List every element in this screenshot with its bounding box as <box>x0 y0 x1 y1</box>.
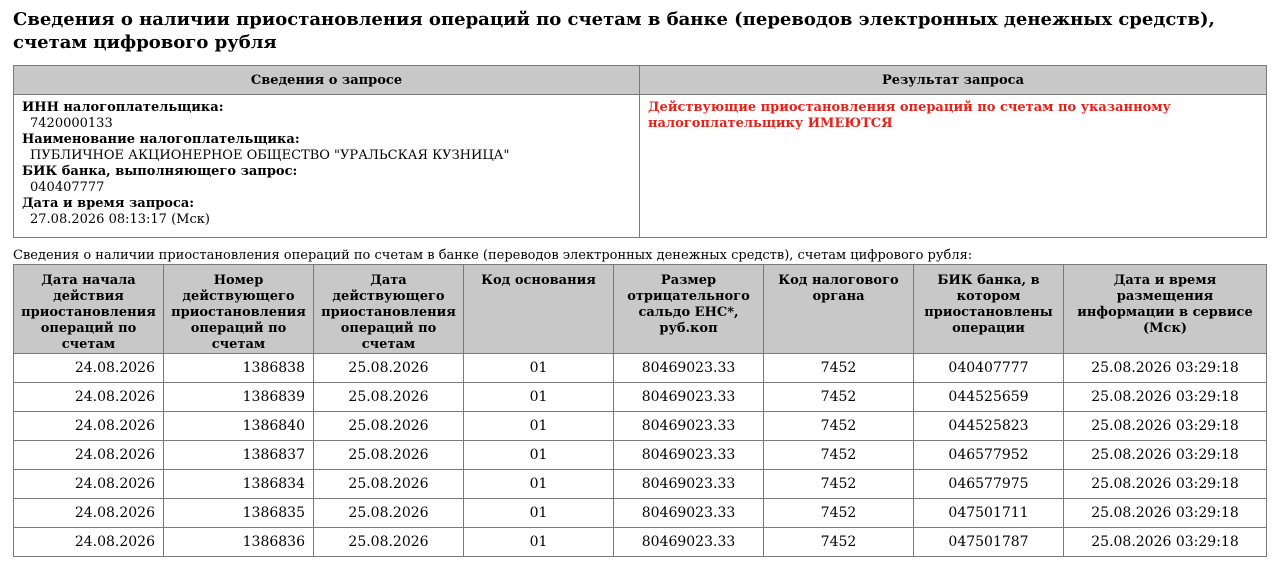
request-info-cell <box>14 95 640 238</box>
cell-basis-code: 01 <box>464 412 614 441</box>
cell-basis-code: 01 <box>464 354 614 383</box>
request-result-header: Результат запроса <box>640 66 1267 95</box>
page-title: Сведения о наличии приостановления операций по счетам в банке (переводов электронных денежных средств), счетам цифрового рубля <box>13 9 1215 53</box>
cell-bank-bik: 044525659 <box>914 383 1064 412</box>
inn-label: ИНН налогоплательщика: <box>22 100 224 115</box>
cell-suspension-date: 25.08.2026 <box>314 441 464 470</box>
cell-negative-balance: 80469023.33 <box>614 499 764 528</box>
cell-tax-office-code: 7452 <box>764 354 914 383</box>
bik-label: БИК банка, выполняющего запрос: <box>22 164 298 179</box>
request-result-cell <box>640 95 1267 238</box>
col-header-posted-datetime: Дата и время размещения информации в сервисе (Мск) <box>1064 265 1267 354</box>
col-header-basis-code: Код основания <box>464 265 614 354</box>
col-header-bank-bik: БИК банка, в котором приостановлены операции <box>914 265 1064 354</box>
cell-tax-office-code: 7452 <box>764 528 914 557</box>
table-header-row <box>14 265 1267 354</box>
request-table <box>13 65 1267 238</box>
cell-suspension-date: 25.08.2026 <box>314 470 464 499</box>
cell-bank-bik: 047501787 <box>914 528 1064 557</box>
cell-suspension-number: 1386840 <box>164 412 314 441</box>
table-row <box>14 499 1267 528</box>
cell-bank-bik: 046577975 <box>914 470 1064 499</box>
cell-negative-balance: 80469023.33 <box>614 354 764 383</box>
cell-suspension-number: 1386839 <box>164 383 314 412</box>
cell-bank-bik: 047501711 <box>914 499 1064 528</box>
cell-basis-code: 01 <box>464 528 614 557</box>
cell-negative-balance: 80469023.33 <box>614 528 764 557</box>
table-row <box>14 470 1267 499</box>
cell-start-date: 24.08.2026 <box>14 412 164 441</box>
cell-tax-office-code: 7452 <box>764 412 914 441</box>
col-header-suspension-date: Дата действующего приостановления операций по счетам <box>314 265 464 354</box>
table-row <box>14 528 1267 557</box>
taxpayer-name-label: Наименование налогоплательщика: <box>22 132 300 147</box>
cell-posted-datetime: 25.08.2026 03:29:18 <box>1064 499 1267 528</box>
cell-bank-bik: 040407777 <box>914 354 1064 383</box>
cell-suspension-date: 25.08.2026 <box>314 383 464 412</box>
table-row <box>14 412 1267 441</box>
cell-negative-balance: 80469023.33 <box>614 470 764 499</box>
cell-suspension-number: 1386835 <box>164 499 314 528</box>
table-row <box>14 383 1267 412</box>
col-header-negative-balance: Размер отрицательного сальдо ЕНС*, руб.коп <box>614 265 764 354</box>
cell-posted-datetime: 25.08.2026 03:29:18 <box>1064 441 1267 470</box>
cell-suspension-date: 25.08.2026 <box>314 528 464 557</box>
cell-suspension-number: 1386838 <box>164 354 314 383</box>
request-info-header: Сведения о запросе <box>14 66 640 95</box>
cell-basis-code: 01 <box>464 470 614 499</box>
result-text: Действующие приостановления операций по счетам по указанному налогоплательщику ИМЕЮТСЯ <box>648 100 1171 131</box>
col-header-tax-office-code: Код налогового органа <box>764 265 914 354</box>
cell-posted-datetime: 25.08.2026 03:29:18 <box>1064 412 1267 441</box>
taxpayer-name-value: ПУБЛИЧНОЕ АКЦИОНЕРНОЕ ОБЩЕСТВО "УРАЛЬСКАЯ КУЗНИЦА" <box>30 148 510 163</box>
cell-suspension-number: 1386836 <box>164 528 314 557</box>
cell-tax-office-code: 7452 <box>764 383 914 412</box>
cell-start-date: 24.08.2026 <box>14 383 164 412</box>
cell-start-date: 24.08.2026 <box>14 354 164 383</box>
cell-start-date: 24.08.2026 <box>14 499 164 528</box>
cell-bank-bik: 046577952 <box>914 441 1064 470</box>
cell-posted-datetime: 25.08.2026 03:29:18 <box>1064 383 1267 412</box>
table-row <box>14 441 1267 470</box>
table-caption: Сведения о наличии приостановления операций по счетам в банке (переводов электронных денежных средств), счетам цифрового рубля: <box>13 248 973 263</box>
cell-negative-balance: 80469023.33 <box>614 441 764 470</box>
cell-basis-code: 01 <box>464 441 614 470</box>
request-datetime-label: Дата и время запроса: <box>22 196 195 211</box>
bik-value: 040407777 <box>30 180 105 195</box>
cell-suspension-date: 25.08.2026 <box>314 354 464 383</box>
cell-start-date: 24.08.2026 <box>14 470 164 499</box>
request-datetime-value: 27.08.2026 08:13:17 (Мск) <box>30 212 210 227</box>
cell-start-date: 24.08.2026 <box>14 528 164 557</box>
cell-start-date: 24.08.2026 <box>14 441 164 470</box>
cell-basis-code: 01 <box>464 499 614 528</box>
suspensions-table <box>13 264 1267 557</box>
col-header-suspension-number: Номер действующего приостановления операций по счетам <box>164 265 314 354</box>
cell-suspension-date: 25.08.2026 <box>314 412 464 441</box>
cell-bank-bik: 044525823 <box>914 412 1064 441</box>
cell-posted-datetime: 25.08.2026 03:29:18 <box>1064 470 1267 499</box>
cell-posted-datetime: 25.08.2026 03:29:18 <box>1064 528 1267 557</box>
cell-posted-datetime: 25.08.2026 03:29:18 <box>1064 354 1267 383</box>
col-header-start-date: Дата начала действия приостановления операций по счетам <box>14 265 164 354</box>
cell-negative-balance: 80469023.33 <box>614 412 764 441</box>
cell-tax-office-code: 7452 <box>764 441 914 470</box>
cell-suspension-number: 1386837 <box>164 441 314 470</box>
cell-negative-balance: 80469023.33 <box>614 383 764 412</box>
cell-basis-code: 01 <box>464 383 614 412</box>
cell-tax-office-code: 7452 <box>764 470 914 499</box>
inn-value: 7420000133 <box>30 116 113 131</box>
table-row <box>14 354 1267 383</box>
cell-suspension-date: 25.08.2026 <box>314 499 464 528</box>
cell-tax-office-code: 7452 <box>764 499 914 528</box>
cell-suspension-number: 1386834 <box>164 470 314 499</box>
